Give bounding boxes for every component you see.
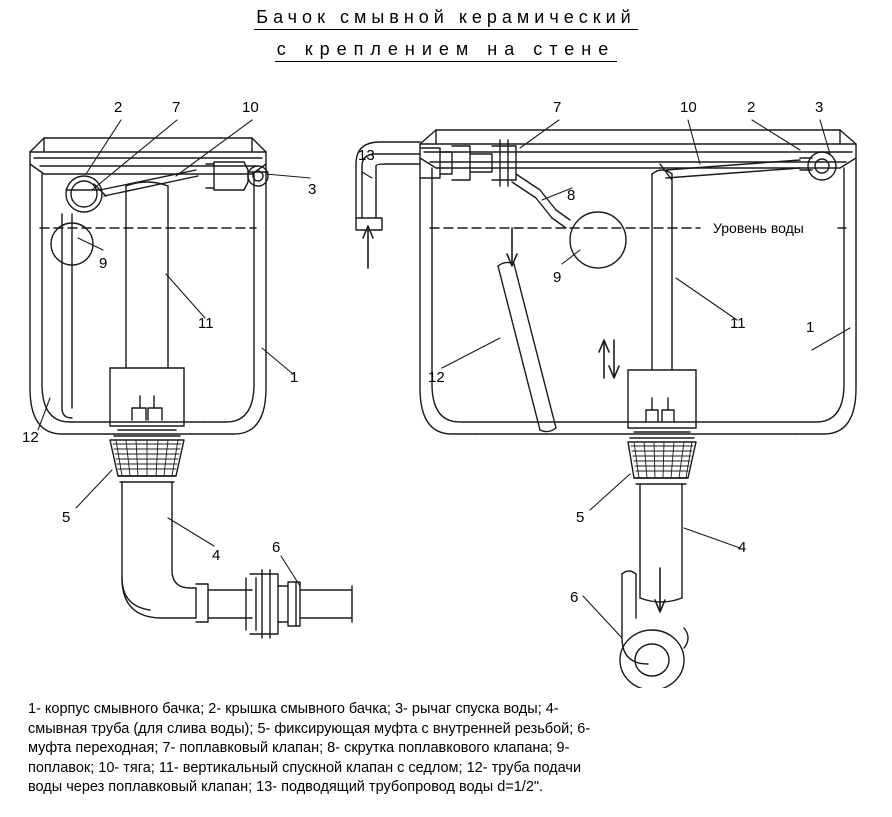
callout-left-1: 1 xyxy=(290,369,299,386)
callout-left-6: 6 xyxy=(272,539,281,556)
legend-line-5: воды через поплавковый клапан; 13- подводящий трубопровод воды d=1/2". xyxy=(28,779,544,795)
water-level-label: Уровень воды xyxy=(713,220,804,236)
callout-left-3: 3 xyxy=(308,181,317,198)
legend-line-4: поплавок; 10- тяга; 11- вертикальный спускной клапан с седлом; 12- труба подачи xyxy=(28,759,582,776)
callout-right-11: 11 xyxy=(730,315,746,332)
callout-right-2: 2 xyxy=(747,99,756,116)
title-block xyxy=(0,6,892,62)
callout-left-7: 7 xyxy=(172,99,181,116)
legend-line-2: смывная труба (для слива воды); 5- фиксирующая муфта с внутренней резьбой; 6- xyxy=(28,720,591,737)
callout-left-2: 2 xyxy=(114,99,123,116)
callout-right-4: 4 xyxy=(738,539,747,556)
page-title-line-2: с креплением на стене xyxy=(275,38,618,62)
callout-right-5: 5 xyxy=(576,509,585,526)
left-cistern-view xyxy=(30,138,352,638)
callout-right-1: 1 xyxy=(806,319,815,336)
callout-right-10: 10 xyxy=(680,99,697,116)
technical-drawing xyxy=(0,78,892,688)
legend-line-3: муфта переходная; 7- поплавковый клапан; 8- скрутка поплавкового клапана; 9- xyxy=(28,740,570,756)
callout-left-9: 9 xyxy=(99,255,108,272)
callout-left-5: 5 xyxy=(62,509,71,526)
callout-right-6: 6 xyxy=(570,589,579,606)
callout-left-11: 11 xyxy=(198,315,214,332)
cistern-illustration xyxy=(0,78,892,688)
legend-line-1: 1- корпус смывного бачка; 2- крышка смывного бачка; 3- рычаг спуска воды; 4- xyxy=(28,701,559,717)
page-title-line-1: Бачок смывной керамический xyxy=(254,6,638,30)
callout-left-4: 4 xyxy=(212,547,221,564)
callout-right-7: 7 xyxy=(553,99,562,116)
callout-right-13: 13 xyxy=(358,147,375,164)
callout-left-10: 10 xyxy=(242,99,259,116)
callout-right-3: 3 xyxy=(815,99,824,116)
callout-right-12: 12 xyxy=(428,369,445,386)
callout-right-9: 9 xyxy=(553,269,562,286)
callout-left-12: 12 xyxy=(22,429,39,446)
legend-block xyxy=(28,700,868,798)
callout-right-8: 8 xyxy=(567,187,576,204)
